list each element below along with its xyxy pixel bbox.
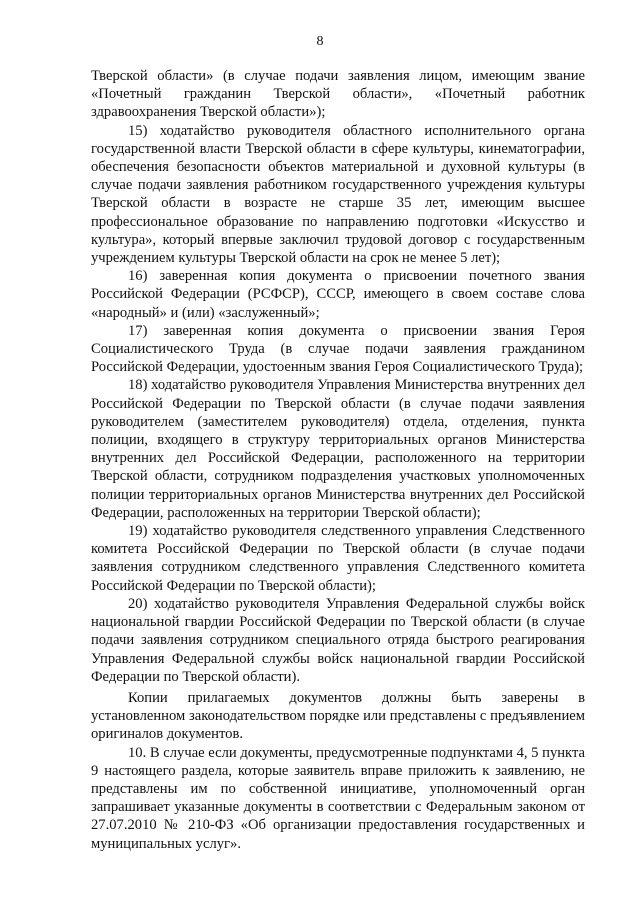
paragraph-continuation: Тверской области» (в случае подачи заявления лицом, имеющим звание «Почетный гражданин Тверской области», «Почетный работник здравоохранения Тверской области»); bbox=[91, 68, 585, 121]
document-body bbox=[91, 67, 585, 853]
paragraph-section-10: 10. В случае если документы, предусмотренные подпунктами 4, 5 пункта 9 настоящего раздела, которые заявитель вправе приложить к заявлению, не представлены им по собственной инициативе, уполномоченный орган запрашивает указанные документы в соответствии с Федеральным законом от 27.07.2010 № 210-ФЗ «Об организации предоставления государственных и муниципальных услуг». bbox=[91, 744, 585, 852]
paragraph-item-15: 15) ходатайство руководителя областного исполнительного органа государственной власти Тверской области в сфере культуры, кинематографии, обеспечения безопасности объектов материальной и духовной культуры (в случае подачи заявления работником государственного учреждения культуры Тверской области в возрасте не старше 35 лет, имеющим высшее профессиональное образование по направлению подготовки «Искусство и культура», который впервые заключил трудовой договор с государственным учреждением культуры Тверской области на срок не менее 5 лет); bbox=[91, 122, 585, 267]
paragraph-item-16: 16) заверенная копия документа о присвоении почетного звания Российской Федерации (РСФСР), СССР, имеющего в своем составе слова «народный» и (или) «заслуженный»; bbox=[91, 268, 585, 321]
page-number: 8 bbox=[316, 34, 324, 49]
paragraph-item-19: 19) ходатайство руководителя следственного управления Следственного комитета Российской Федерации по Тверской области (в случае подачи заявления сотрудником следственного управления Следственного комитета Российской Федерации по Тверской области); bbox=[91, 523, 585, 594]
paragraph-item-18: 18) ходатайство руководителя Управления Министерства внутренних дел Российской Федерации по Тверской области (в случае подачи заявления руководителем (заместителем руководителя) отдела, отделения, пункта полиции, входящего в структуру территориальных органов Министерства внутренних дел Российской Федерации, расположенного на территории Тверской области, сотрудником подразделения участковых уполномоченных полиции территориальных органов Министерства внутренних дел Российской Федерации, расположенных на территории Тверской области); bbox=[91, 377, 585, 521]
paragraph-item-20: 20) ходатайство руководителя Управления Федеральной службы войск национальной гвардии Российской Федерации по Тверской области (в случае подачи заявления сотрудником специального отряда быстрого реагирования Управления Федеральной службы войск национальной гвардии Российской Федерации по Тверской области). bbox=[91, 595, 585, 685]
paragraph-item-17: 17) заверенная копия документа о присвоении звания Героя Социалистического Труда (в случае подачи заявления гражданином Российской Федерации, удостоенным звания Героя Социалистического Труда); bbox=[91, 322, 585, 376]
paragraph-copies-note: Копии прилагаемых документов должны быть заверены в установленном законодательством порядке или представлены с предъявлением оригиналов документов. bbox=[91, 689, 585, 743]
